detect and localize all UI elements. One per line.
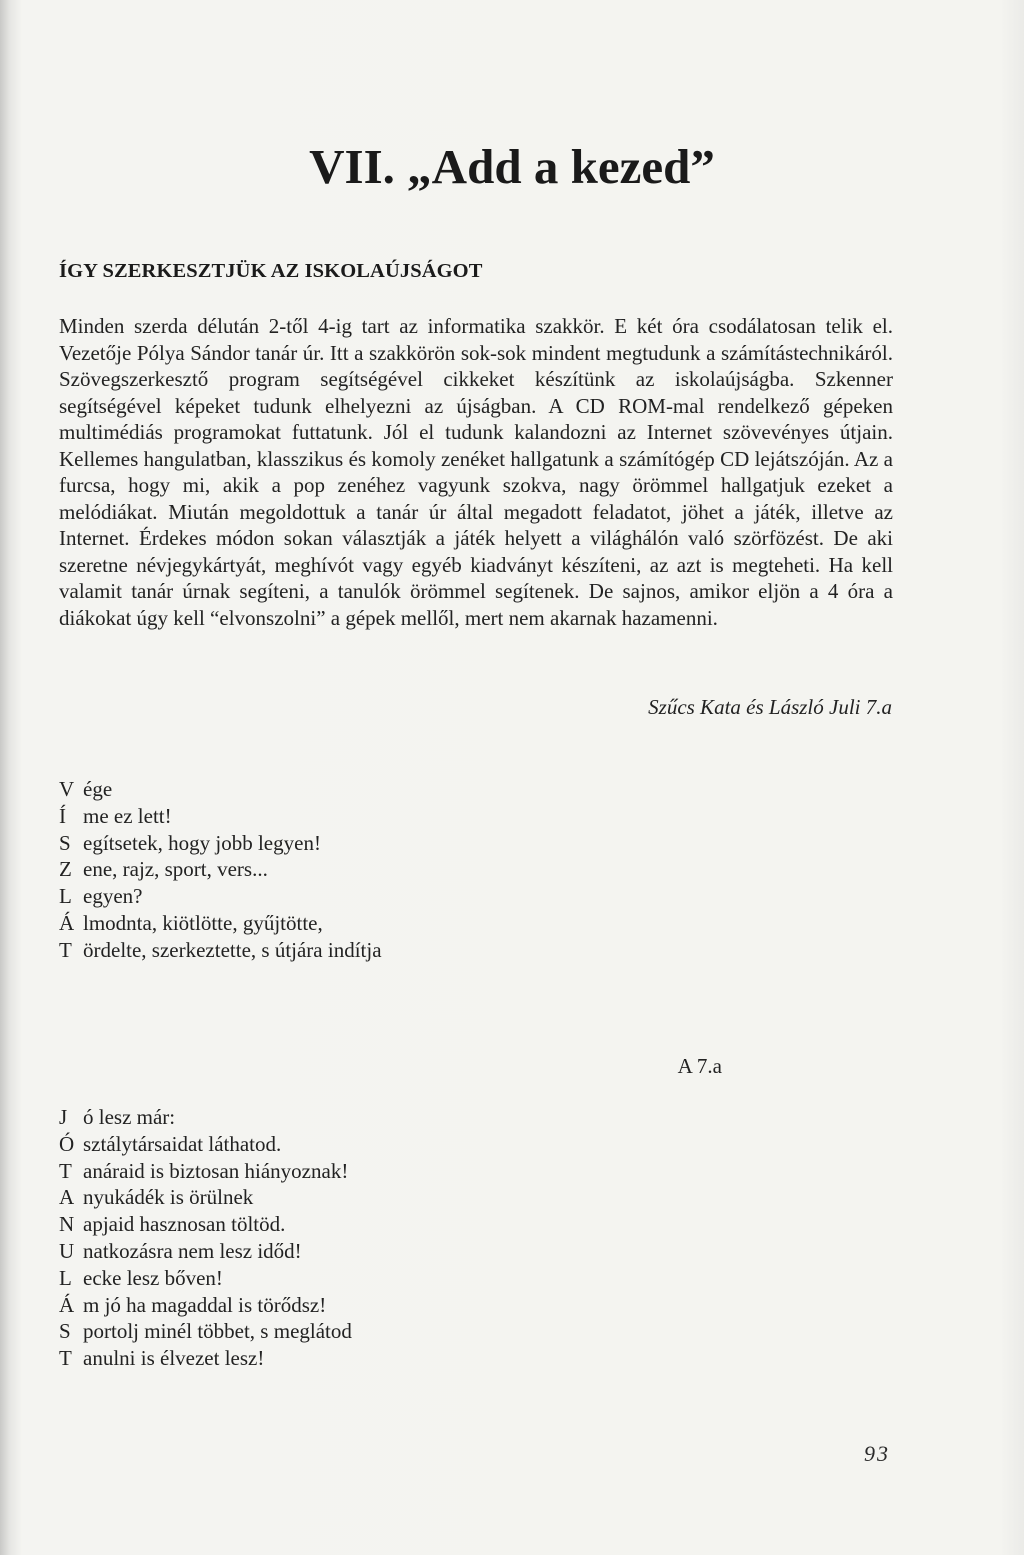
poem-line-initial: T [59, 937, 72, 962]
poem-line-text: me ez lett! [83, 803, 172, 828]
poem-line-text: anulni is élvezet lesz! [83, 1346, 265, 1371]
poem-line-initial: T [59, 1346, 72, 1371]
poem-line [59, 776, 382, 803]
poem-line-text: ége [83, 777, 113, 801]
article-body: Minden szerda délután 2-től 4-ig tart az informatika szakkör. E két óra csodálatosan telik el. Vezetője Pólya Sándor tanár úr. Itt a szakkörön sok-sok mindent megtudunk a számítástechnikáról. Szövegszerkesztő program segítségével cikkeket készítünk az iskolaújságba. Szkenner segítségével képeket tudunk elhelyezni az újságban. A CD ROM-mal rendelkező gépeken multimédiás programokat futtatunk. Jól el tudunk kalandozni az Internet szövevényes útjain. Kellemes hangulatban, klasszikus és komoly zenéket hallgatunk a számítógép CD lejátszóján. Az a furcsa, hogy mi, akik a pop zenéhez vagyunk szokva, nagy örömmel hallgatjuk ezeket a melódiákat. Miután megoldottuk a tanár úr által megadott feladatot, jöhet a játék, illetve az Internet. Érdekes módon sokan választják a játék helyett a világhálón való szörfözést. De aki szeretne névjegykártyát, meghívót vagy egyéb kiadványt készíteni, az azt is megteheti. Ha kell valamit tanár úrnak segíteni, a tanulók örömmel segítenek. De sajnos, amikor eljön a 4 óra a diákokat úgy kell “elvonszolni” a gépek mellől, mert nem akarnak hazamenni. [59, 314, 893, 630]
chapter-title: VII. „Add a kezed” [309, 139, 715, 194]
poem-line-initial: S [59, 830, 71, 855]
poem-line-text: ó lesz már: [83, 1105, 176, 1129]
poem-line [59, 803, 382, 830]
poem-line-text: ecke lesz bőven! [83, 1265, 223, 1290]
poem-line [59, 1345, 352, 1372]
poem-line-initial: Ó [59, 1131, 75, 1156]
poem-line-initial: Í [59, 803, 66, 828]
poem-line [59, 937, 382, 964]
poem-line-initial: J [59, 1105, 68, 1129]
poem-line-text: nyukádék is örülnek [83, 1185, 254, 1210]
poem-line-text: egyen? [83, 884, 143, 909]
poem-line-initial: Z [59, 857, 72, 882]
poem-line [59, 883, 382, 910]
poem-line-initial: S [59, 1319, 71, 1344]
poem-line-text: m jó ha magaddal is törődsz! [83, 1292, 327, 1317]
poem-line-text: apjaid hasznosan töltöd. [83, 1212, 286, 1237]
poem-line-initial: Á [59, 1292, 75, 1317]
poem-line-initial: T [59, 1158, 72, 1183]
poem-signature: A 7.a [677, 1054, 722, 1078]
poem-line-text: lmodnta, kiötlötte, gyűjtötte, [83, 910, 323, 935]
poem-line-initial: L [59, 1265, 72, 1290]
poem-line-initial: A [59, 1185, 75, 1210]
page-number: 93 [864, 1441, 890, 1466]
poem-line-initial: Á [59, 910, 75, 935]
poem-line-text: anáraid is biztosan hiányoznak! [83, 1158, 349, 1183]
poem-line-initial: N [59, 1212, 75, 1237]
poem-line [59, 1131, 352, 1158]
poem-line-text: ördelte, szerkeztette, s útjára indítja [83, 937, 382, 962]
poem-line [59, 1318, 352, 1345]
poem-line [59, 1292, 352, 1319]
poem-line-text: sztálytársaidat láthatod. [83, 1131, 282, 1156]
poem-line [59, 1265, 352, 1292]
poem-line [59, 910, 382, 937]
poem-line-text: natkozásra nem lesz időd! [83, 1238, 302, 1263]
poem-line-text: ene, rajz, sport, vers... [83, 857, 268, 882]
acrostic-poem-jo-tanulast [59, 1104, 352, 1372]
article-heading: ÍGY SZERKESZTJÜK AZ ISKOLAÚJSÁGOT [59, 260, 483, 282]
acrostic-poem-visszalat [59, 776, 382, 964]
poem-line [59, 830, 382, 857]
poem-line [59, 1184, 352, 1211]
poem-line-text: egítsetek, hogy jobb legyen! [83, 830, 321, 855]
article-author: Szűcs Kata és László Juli 7.a [648, 695, 892, 719]
poem-line-initial: U [59, 1238, 75, 1263]
poem-line [59, 1211, 352, 1238]
poem-line [59, 1238, 352, 1265]
poem-line-initial: V [59, 777, 75, 801]
poem-line-text: portolj minél többet, s meglátod [83, 1319, 352, 1344]
poem-line [59, 856, 382, 883]
poem-line [59, 1158, 352, 1185]
poem-line [59, 1104, 352, 1131]
poem-line-initial: L [59, 884, 72, 909]
